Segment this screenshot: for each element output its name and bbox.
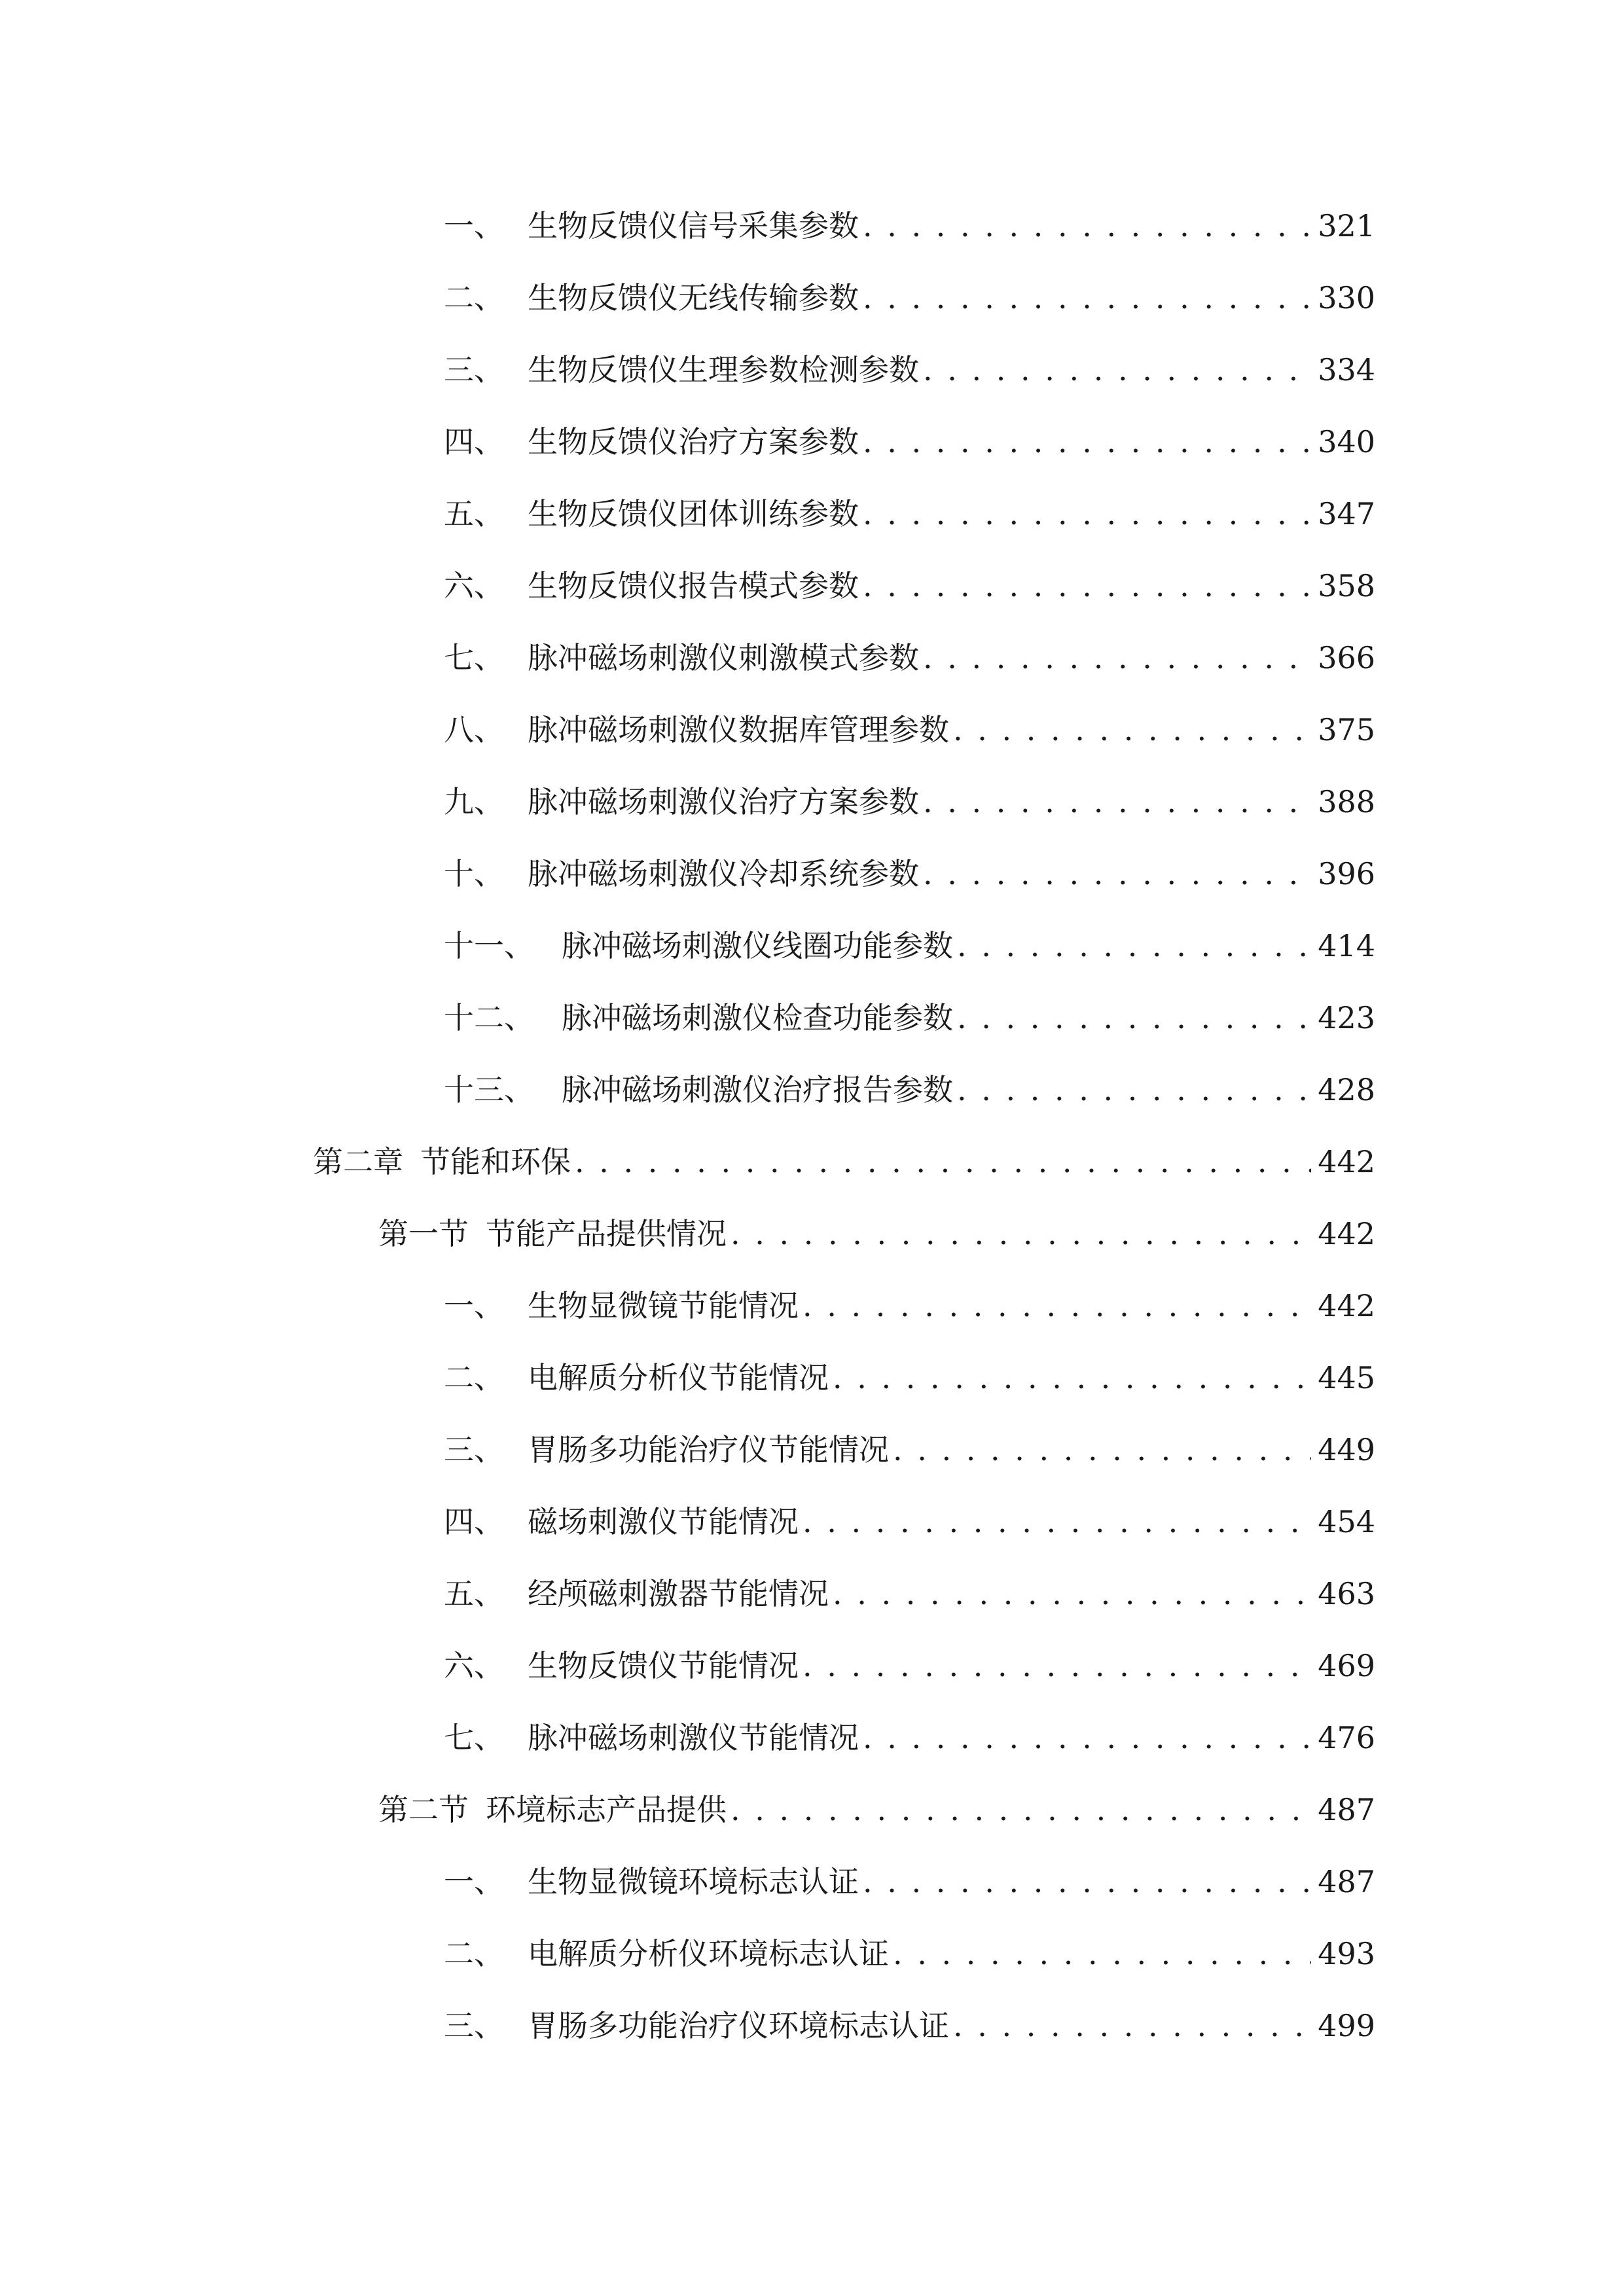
toc-dot-leader: [923, 344, 1311, 396]
toc-dot-leader: [953, 2000, 1311, 2052]
toc-entry-number: 五、: [444, 1576, 504, 1611]
toc-entry-title: 生物反馈仪报告模式参数: [528, 568, 859, 603]
toc-entry-title: 脉冲磁场刺激仪治疗报告参数: [562, 1072, 953, 1107]
toc-entry-title: 胃肠多功能治疗仪环境标志认证: [528, 2008, 949, 2043]
toc-entry-title: 生物反馈仪节能情况: [528, 1648, 799, 1683]
toc-entry[interactable]: [444, 704, 1624, 776]
toc-entry-page: 347: [1318, 496, 1375, 531]
toc-entry-title: 胃肠多功能治疗仪节能情况: [528, 1432, 889, 1467]
toc-dot-leader: [863, 1856, 1311, 1908]
toc-dot-leader: [923, 848, 1311, 900]
toc-entry-page: 414: [1318, 928, 1375, 963]
toc-dot-leader: [863, 272, 1311, 324]
toc-entry[interactable]: [444, 1352, 1624, 1424]
toc-dot-leader: [957, 1064, 1311, 1116]
toc-dot-leader: [957, 992, 1311, 1044]
toc-entry[interactable]: [444, 1856, 1624, 1928]
toc-entry-number: 一、: [444, 208, 504, 243]
toc-entry-title: 磁场刺激仪节能情况: [528, 1504, 799, 1539]
toc-entry[interactable]: [444, 848, 1624, 920]
toc-dot-leader: [803, 1496, 1311, 1548]
toc-entry-title: 节能和环保: [420, 1144, 571, 1179]
toc-entry-page: 442: [1318, 1144, 1375, 1179]
toc-entry-page: 463: [1318, 1576, 1375, 1611]
toc-entry-page: 449: [1318, 1432, 1375, 1467]
toc-entry[interactable]: [444, 1496, 1624, 1568]
toc-entry-title: 脉冲磁场刺激仪冷却系统参数: [528, 856, 919, 891]
toc-entry-title: 生物显微镜节能情况: [528, 1288, 799, 1323]
toc-dot-leader: [731, 1208, 1311, 1260]
toc-dot-leader: [893, 1424, 1311, 1476]
toc-entry-title: 脉冲磁场刺激仪刺激模式参数: [528, 640, 919, 675]
toc-entry[interactable]: [444, 272, 1624, 344]
toc-entry-title: 脉冲磁场刺激仪治疗方案参数: [528, 784, 919, 819]
toc-entry-page: 493: [1318, 1936, 1375, 1971]
toc-entry-number: 十一、: [444, 928, 534, 963]
toc-entry-page: 340: [1318, 424, 1375, 459]
toc-entry[interactable]: [444, 344, 1624, 416]
toc-dot-leader: [863, 488, 1311, 540]
toc-dot-leader: [863, 200, 1311, 252]
toc-entry-page: 428: [1318, 1072, 1375, 1107]
toc-entry[interactable]: [444, 920, 1624, 992]
toc-dot-leader: [957, 920, 1311, 972]
toc-dot-leader: [923, 632, 1311, 684]
toc-entry-page: 388: [1318, 784, 1375, 819]
toc-entry-page: 423: [1318, 1000, 1375, 1035]
toc-entry-number: 十、: [444, 856, 504, 891]
toc-entry-number: 三、: [444, 2008, 504, 2043]
toc-entry-section[interactable]: [378, 1784, 1624, 1856]
toc-entry-page: 469: [1318, 1648, 1375, 1683]
toc-dot-leader: [833, 1568, 1311, 1620]
toc-entry-title: 电解质分析仪环境标志认证: [528, 1936, 889, 1971]
toc-entry-title: 脉冲磁场刺激仪线圈功能参数: [562, 928, 953, 963]
toc-entry-section[interactable]: [378, 1208, 1624, 1280]
toc-entry[interactable]: [444, 776, 1624, 848]
toc-entry-title: 生物反馈仪治疗方案参数: [528, 424, 859, 459]
toc-entry-page: 476: [1318, 1720, 1375, 1755]
toc-entry-title: 经颅磁刺激器节能情况: [528, 1576, 829, 1611]
toc-entry[interactable]: [444, 1928, 1624, 2000]
toc-dot-leader: [803, 1280, 1311, 1332]
toc-entry-page: 330: [1318, 280, 1375, 315]
toc-entry[interactable]: [444, 416, 1624, 488]
toc-dot-leader: [893, 1928, 1311, 1980]
toc-entry-number: 第一节: [378, 1216, 469, 1251]
toc-entry-number: 二、: [444, 280, 504, 315]
toc-entry-number: 七、: [444, 640, 504, 675]
toc-dot-leader: [731, 1784, 1311, 1836]
toc-entry-title: 生物反馈仪信号采集参数: [528, 208, 859, 243]
toc-entry-number: 第二节: [378, 1792, 469, 1827]
toc-entry-title: 生物显微镜环境标志认证: [528, 1864, 859, 1899]
toc-entry[interactable]: [444, 1568, 1624, 1640]
table-of-contents: [0, 200, 1624, 2072]
toc-entry-title: 脉冲磁场刺激仪节能情况: [528, 1720, 859, 1755]
toc-entry-page: 321: [1318, 208, 1375, 243]
toc-entry-title: 节能产品提供情况: [486, 1216, 727, 1251]
toc-entry-number: 六、: [444, 1648, 504, 1683]
toc-entry-number: 五、: [444, 496, 504, 531]
toc-entry[interactable]: [444, 2000, 1624, 2072]
toc-entry[interactable]: [444, 1712, 1624, 1784]
toc-dot-leader: [575, 1136, 1311, 1188]
toc-entry-page: 442: [1318, 1216, 1375, 1251]
toc-entry[interactable]: [444, 632, 1624, 704]
toc-entry-page: 487: [1318, 1792, 1375, 1827]
toc-entry-number: 四、: [444, 424, 504, 459]
toc-entry-number: 七、: [444, 1720, 504, 1755]
toc-entry-number: 八、: [444, 712, 504, 747]
toc-entry-page: 366: [1318, 640, 1375, 675]
toc-entry-number: 四、: [444, 1504, 504, 1539]
toc-entry-number: 二、: [444, 1936, 504, 1971]
toc-entry-number: 第二章: [313, 1144, 403, 1179]
toc-entry-number: 一、: [444, 1864, 504, 1899]
toc-entry-page: 396: [1318, 856, 1375, 891]
toc-entry-page: 499: [1318, 2008, 1375, 2043]
toc-entry-title: 生物反馈仪无线传输参数: [528, 280, 859, 315]
toc-entry-number: 六、: [444, 568, 504, 603]
toc-dot-leader: [953, 704, 1311, 756]
toc-dot-leader: [923, 776, 1311, 828]
toc-entry-chapter[interactable]: [313, 1136, 1624, 1208]
toc-entry[interactable]: [444, 488, 1624, 560]
toc-entry-number: 一、: [444, 1288, 504, 1323]
toc-entry-title: 脉冲磁场刺激仪检查功能参数: [562, 1000, 953, 1035]
toc-dot-leader: [863, 1712, 1311, 1764]
toc-entry-number: 十二、: [444, 1000, 534, 1035]
toc-entry[interactable]: [444, 1640, 1624, 1712]
toc-entry-title: 电解质分析仪节能情况: [528, 1360, 829, 1395]
toc-entry-page: 358: [1318, 568, 1375, 603]
toc-entry[interactable]: [444, 1280, 1624, 1352]
toc-entry[interactable]: [444, 200, 1624, 272]
toc-entry-page: 445: [1318, 1360, 1375, 1395]
toc-entry-page: 454: [1318, 1504, 1375, 1539]
toc-entry-page: 487: [1318, 1864, 1375, 1899]
toc-dot-leader: [803, 1640, 1311, 1692]
toc-entry-title: 脉冲磁场刺激仪数据库管理参数: [528, 712, 949, 747]
toc-entry-number: 九、: [444, 784, 504, 819]
toc-entry-number: 二、: [444, 1360, 504, 1395]
toc-entry-title: 生物反馈仪生理参数检测参数: [528, 352, 919, 387]
toc-dot-leader: [863, 416, 1311, 468]
toc-entry[interactable]: [444, 1424, 1624, 1496]
toc-entry-title: 环境标志产品提供: [486, 1792, 727, 1827]
toc-entry-page: 375: [1318, 712, 1375, 747]
toc-entry[interactable]: [444, 1064, 1624, 1136]
toc-entry-number: 三、: [444, 352, 504, 387]
toc-entry-page: 442: [1318, 1288, 1375, 1323]
toc-dot-leader: [863, 560, 1311, 612]
toc-entry-page: 334: [1318, 352, 1375, 387]
toc-dot-leader: [833, 1352, 1311, 1404]
toc-entry[interactable]: [444, 560, 1624, 632]
toc-entry-title: 生物反馈仪团体训练参数: [528, 496, 859, 531]
toc-entry-number: 十三、: [444, 1072, 534, 1107]
toc-entry-number: 三、: [444, 1432, 504, 1467]
toc-entry[interactable]: [444, 992, 1624, 1064]
